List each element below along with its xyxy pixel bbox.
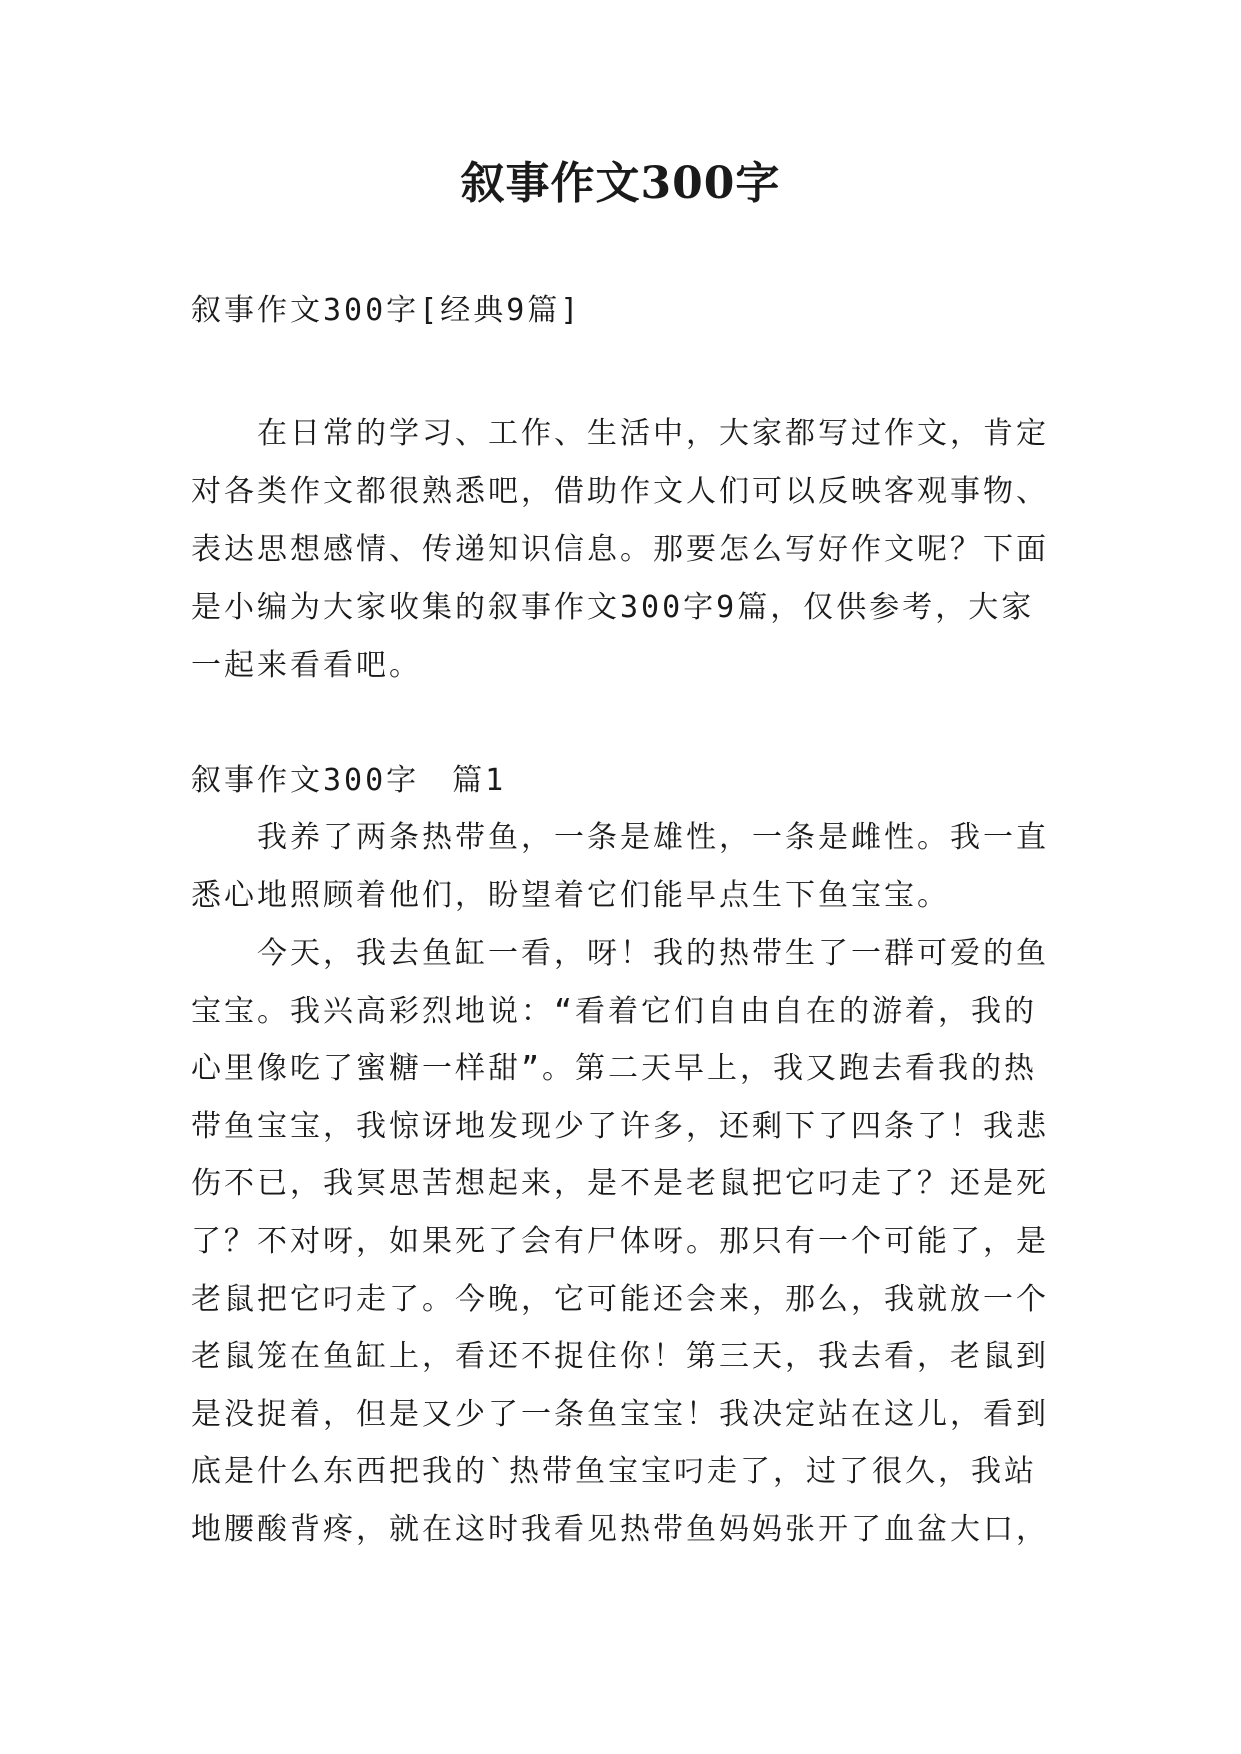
document-title: 叙事作文300字 xyxy=(460,158,781,209)
body-paragraph: 我养了两条热带鱼，一条是雄性，一条是雌性。我一直悉心地照顾着他们，盼望着它们能早点生下鱼宝宝。 xyxy=(191,820,1049,913)
intro-paragraph: 在日常的学习、工作、生活中，大家都写过作文，肯定对各类作文都很熟悉吧，借助作文人们可以反映客观事物、表达思想感情、传递知识信息。那要怎么写好作文呢？下面是小编为大家收集的叙事作文300字9篇，仅供参考，大家一起来看看吧。 xyxy=(191,416,1049,683)
section-heading: 叙事作文300字 篇1 xyxy=(191,763,507,798)
body-paragraph: 今天，我去鱼缸一看，呀！我的热带生了一群可爱的鱼宝宝。我兴高彩烈地说：“看着它们自由自在的游着，我的心里像吃了蜜糖一样甜”。第二天早上，我又跑去看我的热带鱼宝宝，我惊讶地发现少了许多，还剩下了四条了！我悲伤不已，我冥思苦想起来，是不是老鼠把它叼走了？还是死了？不对呀，如果死了会有尸体呀。那只有一个可能了，是老鼠把它叼走了。今晚，它可能还会来，那么，我就放一个老鼠笼在鱼缸上，看还不捉住你！第三天，我去看，老鼠到是没捉着，但是又少了一条鱼宝宝！我决定站在这儿，看到底是什么东西把我的`热带鱼宝宝叼走了，过了很久，我站地腰酸背疼，就在这时我看见热带鱼妈妈张开了血盆大口， xyxy=(191,936,1049,1547)
document-subtitle: 叙事作文300字[经典9篇] xyxy=(191,293,582,328)
